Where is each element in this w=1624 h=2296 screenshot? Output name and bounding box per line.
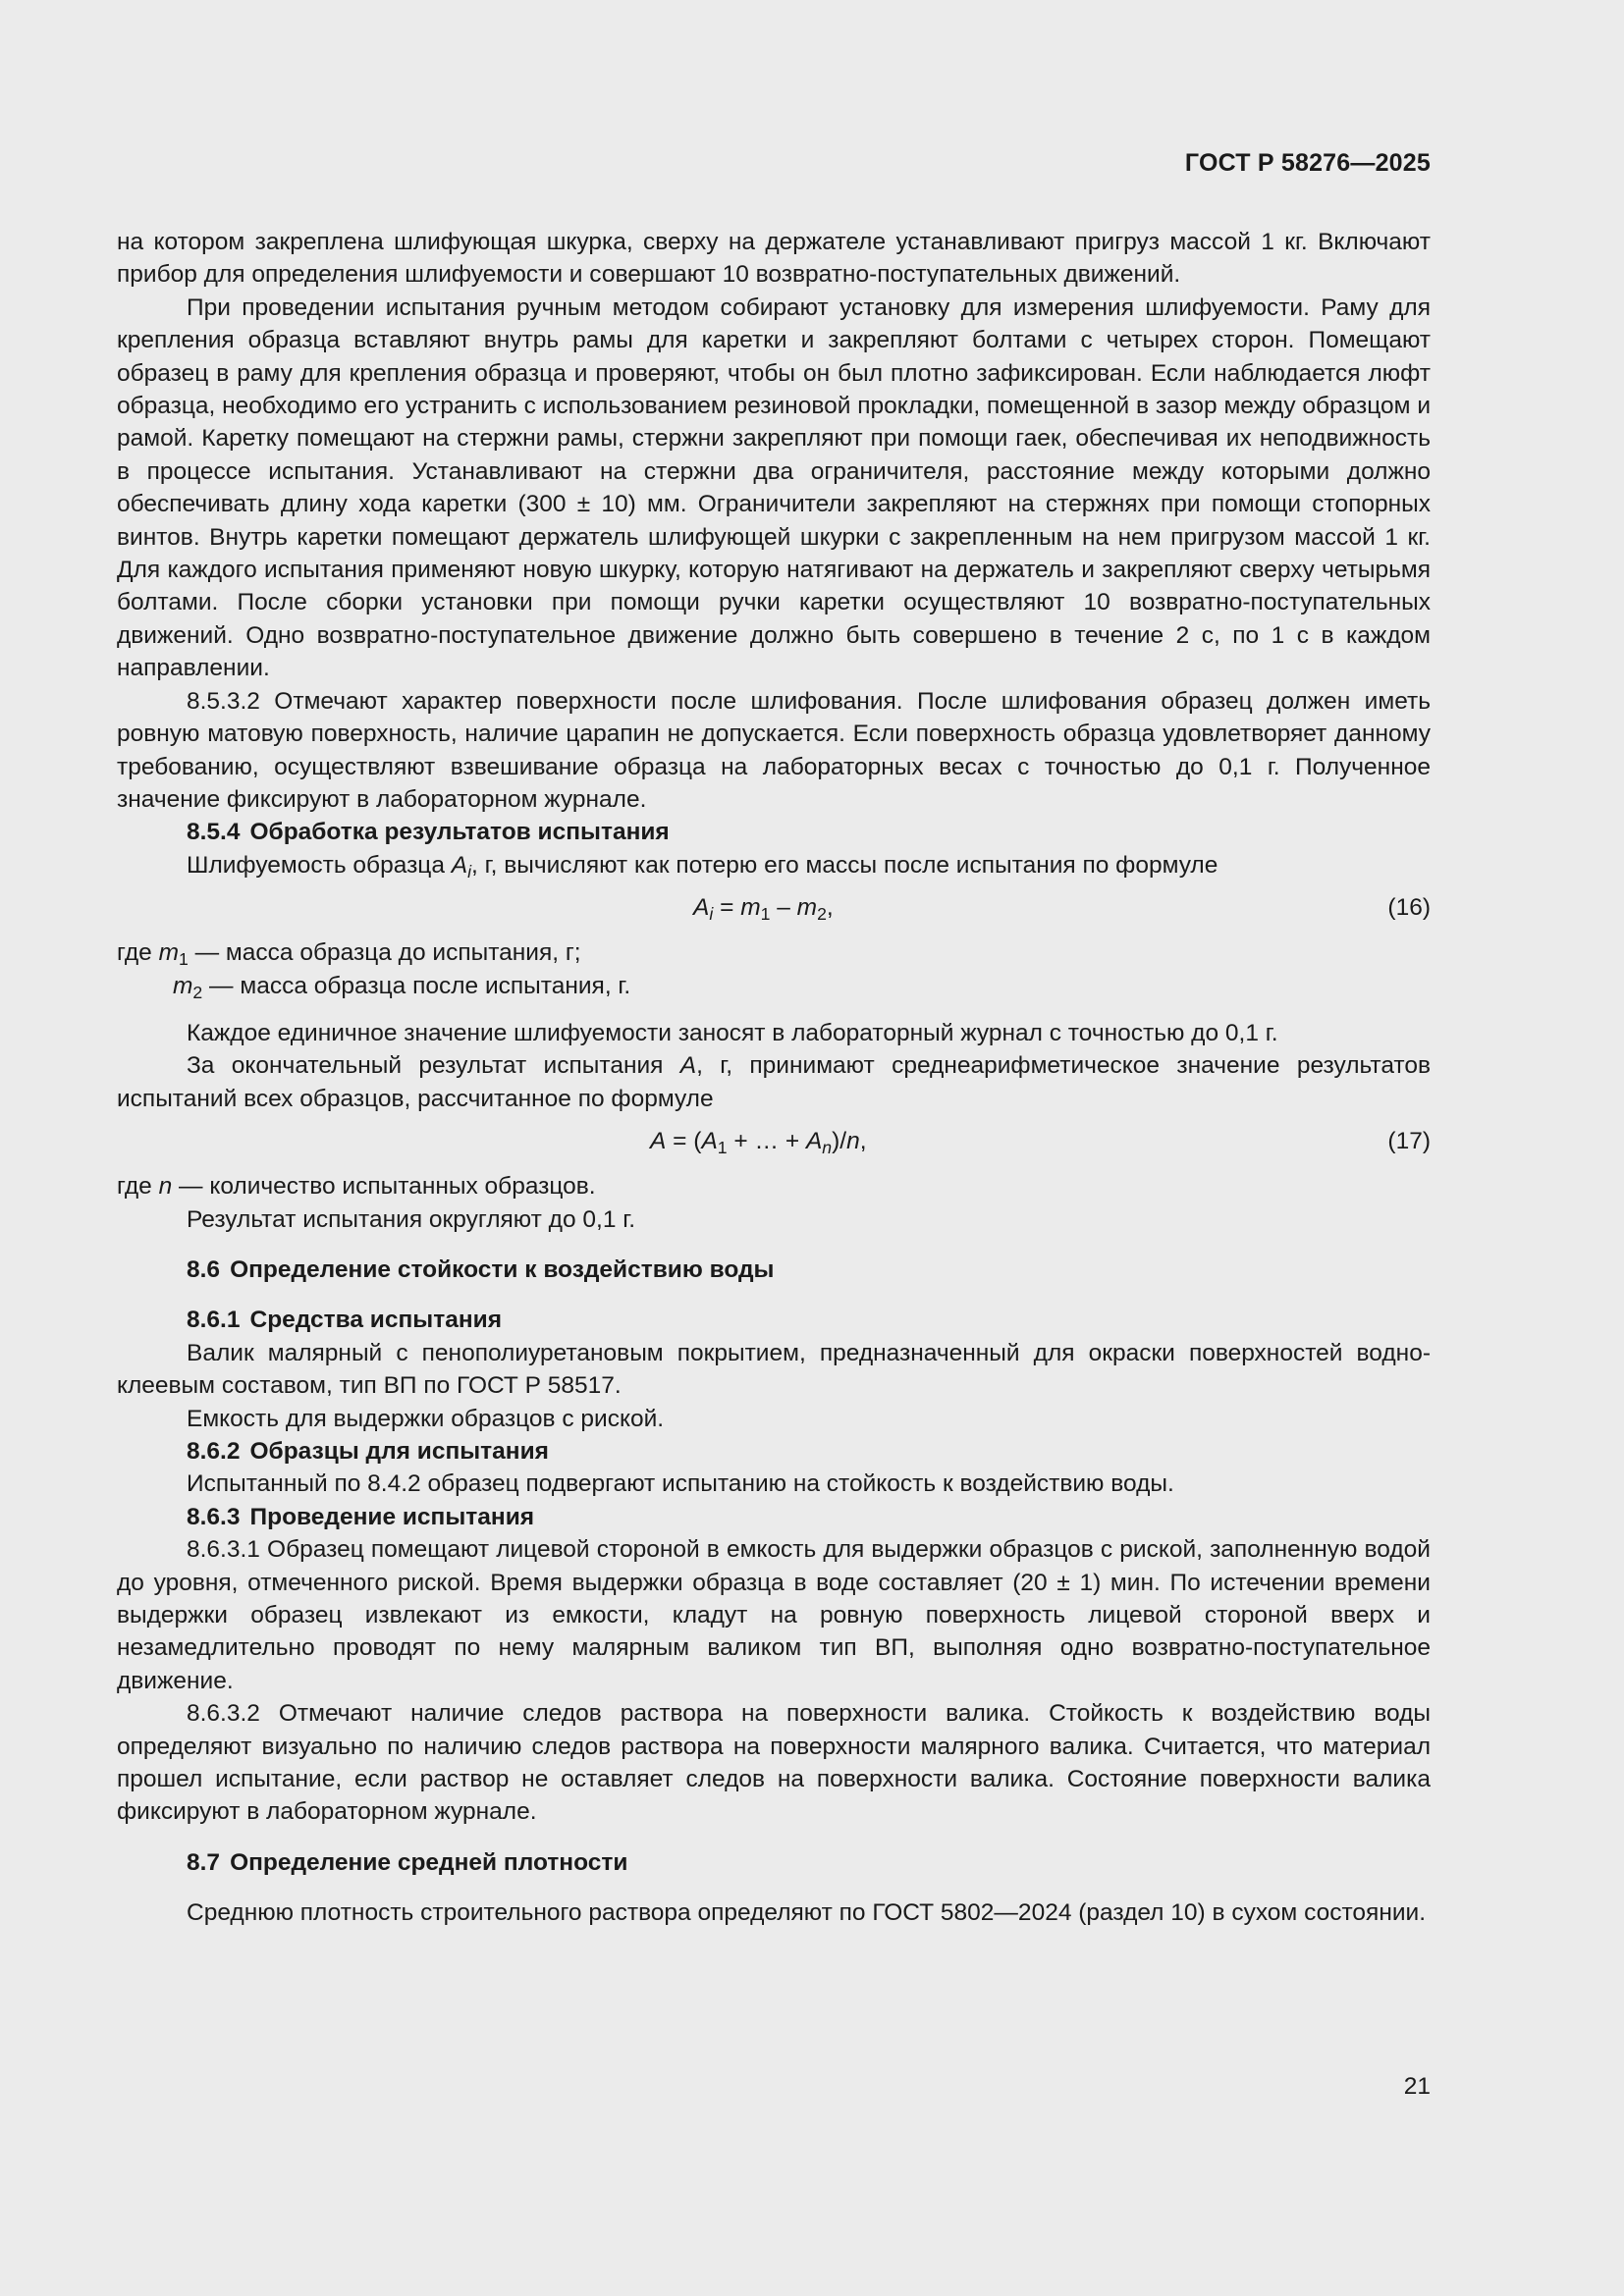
heading-number: 8.6.1 bbox=[187, 1307, 241, 1334]
text-run: — количество испытанных образцов. bbox=[172, 1173, 596, 1201]
where-16-line-2 bbox=[117, 970, 1431, 1002]
heading-number: 8.6 bbox=[187, 1255, 221, 1283]
text-run: , г, принимают среднеарифметическое значение результатов испытаний всех образцов, рассчитанное по формуле bbox=[117, 1052, 1431, 1112]
paragraph-each-value: Каждое единичное значение шлифуемости заносят в лабораторный журнал с точностью до 0,1 г. bbox=[187, 1019, 1278, 1046]
formula-var: n bbox=[846, 1128, 860, 1155]
formula-sub: n bbox=[822, 1138, 833, 1158]
formula-op: + … + bbox=[727, 1128, 806, 1155]
heading-8-5-4 bbox=[117, 816, 1431, 848]
paragraph-8-6-2: Испытанный по 8.4.2 образец подвергают испытанию на стойкость к воздействию воды. bbox=[187, 1470, 1174, 1498]
paragraph-8-7: Среднюю плотность строительного раствора определяют по ГОСТ 5802—2024 (раздел 10) в сухом состоянии. bbox=[187, 1899, 1427, 1927]
heading-8-6-2 bbox=[117, 1435, 1431, 1468]
where-17 bbox=[117, 1170, 1431, 1202]
formula-var: A bbox=[693, 894, 710, 922]
heading-8-7 bbox=[117, 1846, 1431, 1879]
formula-number: (16) bbox=[1387, 894, 1431, 922]
formula-16 bbox=[117, 881, 1431, 936]
formula-number: (17) bbox=[1387, 1128, 1431, 1155]
paragraph-container: Емкость для выдержки образцов с риской. bbox=[187, 1405, 665, 1432]
variable: n bbox=[158, 1173, 173, 1201]
heading-8-6-3 bbox=[117, 1501, 1431, 1533]
formula-var: m bbox=[740, 894, 761, 922]
formula-var: A bbox=[650, 1128, 667, 1155]
heading-title: Определение стойкости к воздействию воды bbox=[230, 1255, 775, 1283]
formula-op: )/ bbox=[832, 1128, 847, 1155]
heading-title: Определение средней плотности bbox=[230, 1848, 628, 1876]
document-header: ГОСТ Р 58276—2025 bbox=[1184, 149, 1431, 177]
formula-op: = ( bbox=[666, 1128, 702, 1155]
formula-17 bbox=[117, 1115, 1431, 1170]
heading-title: Средства испытания bbox=[249, 1307, 502, 1334]
formula-sub: 1 bbox=[760, 904, 771, 925]
paragraph-rounding: Результат испытания округляют до 0,1 г. bbox=[187, 1205, 636, 1233]
variable-subscript: 2 bbox=[192, 982, 203, 1002]
heading-number: 8.7 bbox=[187, 1848, 221, 1876]
paragraph-roller: Валик малярный с пенополиуретановым покрытием, предназначенный для окраски поверхностей водно-клеевым составом, тип ВП по ГОСТ Р 58517. bbox=[117, 1339, 1431, 1400]
heading-number: 8.6.3 bbox=[187, 1503, 241, 1530]
paragraph-continuation: на котором закреплена шлифующая шкурка, сверху на держателе устанавливают пригруз массой 1 кг. Включают прибор для определения шлифуемости и совершают 10 возвратно-поступательных движений. bbox=[117, 229, 1431, 289]
formula-op: , bbox=[826, 894, 834, 922]
formula-sub: 1 bbox=[717, 1138, 728, 1158]
text-run: — масса образца после испытания, г. bbox=[202, 972, 631, 999]
page-number: 21 bbox=[1403, 2073, 1431, 2100]
document-body bbox=[117, 226, 1431, 1930]
heading-number: 8.6.2 bbox=[187, 1438, 241, 1465]
formula-op: = bbox=[713, 894, 741, 922]
text-run: где bbox=[117, 1173, 159, 1201]
formula-op: , bbox=[859, 1128, 867, 1155]
formula-var: m bbox=[796, 894, 818, 922]
paragraph-8-6-3-1: 8.6.3.1 Образец помещают лицевой стороной в емкость для выдержки образцов с риской, заполненную водой до уровня, отмеченного риской. Время выдержки образца в воде составляет (20 ± 1) мин. По истечении времени выдержки образец извлекают из емкости, кладут на ровную поверхность лицевой стороной вверх и незамедлительно проводят по нему малярным валиком тип ВП, выполняя одно возвратно-поступательное движение. bbox=[117, 1536, 1431, 1694]
text-run: — масса образца до испытания, г; bbox=[188, 939, 581, 967]
text-run: где bbox=[117, 939, 159, 967]
text-run: За окончательный результат испытания bbox=[187, 1052, 680, 1080]
heading-title: Обработка результатов испытания bbox=[249, 819, 670, 846]
formula-sub: 2 bbox=[817, 904, 827, 925]
variable: m bbox=[173, 972, 193, 999]
where-16-line-1 bbox=[117, 936, 1431, 969]
heading-title: Проведение испытания bbox=[249, 1503, 535, 1530]
formula-expression bbox=[650, 1125, 867, 1157]
paragraph-8-6-3-2: 8.6.3.2 Отмечают наличие следов раствора на поверхности валика. Стойкость к воздействию воды определяют визуально по наличию следов раствора на поверхности малярного валика. Считается, что материал прошел испытание, если раствор не оставляет следов на поверхности валика. Состояние поверхности валика фиксируют в лабораторном журнале. bbox=[117, 1700, 1431, 1826]
formula-var: A bbox=[701, 1128, 718, 1155]
variable: A bbox=[451, 851, 468, 879]
heading-8-6-1 bbox=[117, 1304, 1431, 1336]
heading-number: 8.5.4 bbox=[187, 819, 241, 846]
variable-subscript: i bbox=[467, 861, 472, 881]
formula-var: A bbox=[805, 1128, 823, 1155]
variable: m bbox=[158, 939, 179, 967]
formula-op: – bbox=[770, 894, 797, 922]
paragraph-8-5-4-intro bbox=[117, 849, 1431, 881]
variable-subscript: 1 bbox=[179, 949, 189, 970]
heading-8-6 bbox=[117, 1254, 1431, 1286]
paragraph-manual-method: При проведении испытания ручным методом собирают установку для измерения шлифуемости. Раму для крепления образца вставляют внутрь рамы для каретки и закрепляют болтами с четырех сторон. Помещают образец в раму для крепления образца и проверяют, чтобы он был плотно зафиксирован. Если наблюдается люфт образца, необходимо его устранить с использованием резиновой прокладки, помещенной в зазор между образцом и рамой. Каретку помещают на стержни рамы, стержни закрепляют при помощи гаек, обеспечивая их неподвижность в процессе испытания. Устанавливают на стержни два ограничителя, расстояние между которыми должно обеспечивать длину хода каретки (300 ± 10) мм. Ограничители закрепляют на стержнях при помощи стопорных винтов. Внутрь каретки помещают держатель шлифующей шкурки с закрепленным на нем пригрузом массой 1 кг. Для каждого испытания применяют новую шкурку, которую натягивают на держатель и закрепляют сверху четырьмя болтами. После сборки установки при помощи ручки каретки осуществляют 10 возвратно-поступательных движений. Одно возвратно-поступательное движение должно быть совершено в течение 2 с, по 1 с в каждом направлении. bbox=[117, 294, 1431, 682]
formula-expression bbox=[693, 891, 834, 924]
heading-title: Образцы для испытания bbox=[249, 1438, 549, 1465]
paragraph-final-result bbox=[117, 1049, 1431, 1115]
text-run: Шлифуемость образца bbox=[187, 851, 452, 879]
variable: A bbox=[679, 1052, 697, 1080]
formula-sub: i bbox=[709, 904, 714, 925]
paragraph-8-5-3-2: 8.5.3.2 Отмечают характер поверхности после шлифования. После шлифования образец должен иметь ровную матовую поверхность, наличие царапин не допускается. Если поверхность образца удовлетворяет данному требованию, осуществляют взвешивание образца на лабораторных весах с точностью до 0,1 г. Полученное значение фиксируют в лабораторном журнале. bbox=[117, 687, 1431, 813]
text-run: , г, вычисляют как потерю его массы после испытания по формуле bbox=[471, 851, 1218, 879]
